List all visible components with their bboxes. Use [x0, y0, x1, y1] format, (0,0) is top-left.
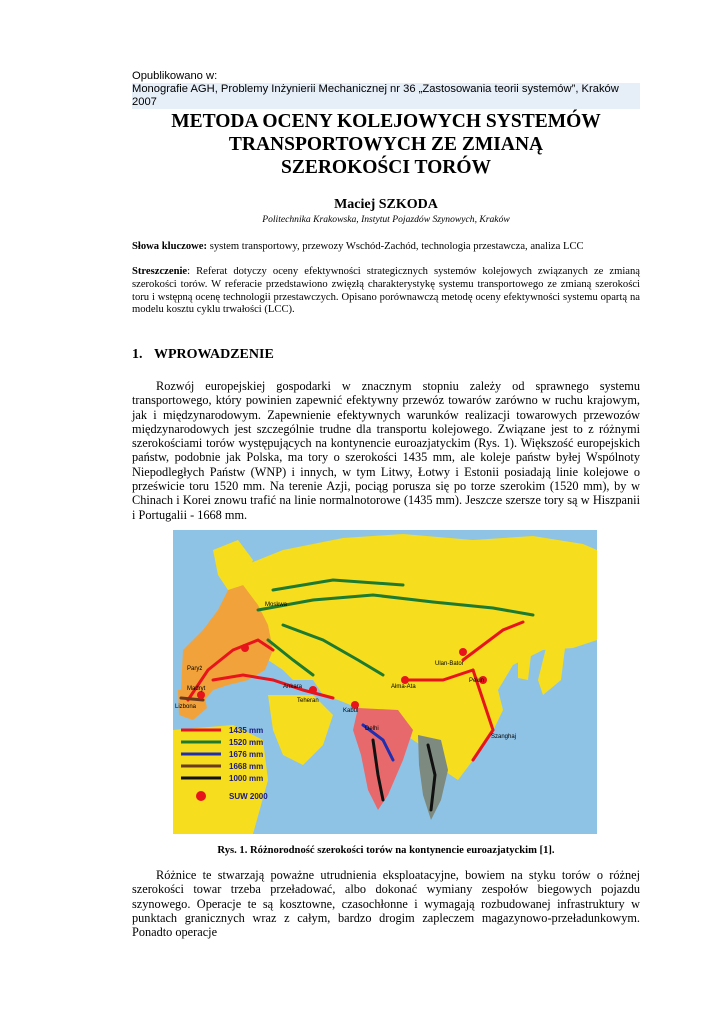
section-title: WPROWADZENIE — [154, 347, 274, 362]
keywords — [132, 240, 640, 253]
section-number: 1. — [132, 347, 143, 362]
publication-source: Monografie AGH, Problemy Inżynierii Mechanicznej nr 36 „Zastosowania teorii systemów”, Kraków 2007 — [132, 83, 640, 109]
intro-paragraph-1: Rozwój europejskiej gospodarki w znacznym stopniu zależy od sprawnego systemu transportowego, który powinien zapewnić efektywny przewóz towarów zarówno w ruchu krajowym, jak i międzynarodowym. Zapewnienie efektywnych warunków realizacji towarowych przewozów międzynarodowych jest szczególnie trudne dla transportu kolejowego. Związane jest to z różnymi szerokościami torów występujących na kontynencie euroazjatyckim (Rys. 1). Większość europejskich państw, podobnie jak Polska, ma tory o szerokości 1435 mm, ale koleje państw byłej Wspólnoty Niepodległych Państw (WNP) i innych, w tym Litwy, Łotwy i Estonii posiadają linie kolejowe o prześwicie toru 1520 mm. Na terenie Azji, pociąg porusza się po torze szerokim (1520 mm), by w Chinach i Korei znowu trafić na linie normalnotorowe (1435 mm). Jeszcze szersze tory są w Hiszpanii i Portugalii - 1668 mm. — [132, 379, 640, 522]
section-heading — [132, 347, 640, 363]
abstract-label: Streszczenie — [132, 266, 188, 277]
figure-caption: Rys. 1. Różnorodność szerokości torów na kontynencie euroazjatyckim [1]. — [217, 845, 555, 856]
title-line-3: SZEROKOŚCI TORÓW — [280, 157, 492, 178]
legend-label: 1668 mm — [229, 762, 264, 771]
city-label: Ankara — [283, 684, 303, 690]
title-line-1: METODA OCENY KOLEJOWYCH SYSTEMÓW — [171, 111, 601, 132]
suw-point — [459, 648, 467, 656]
city-label: Pekin — [469, 678, 485, 684]
publication-note — [132, 70, 640, 109]
city-label: Lizbona — [175, 704, 197, 710]
publication-label: Opublikowano w: — [132, 70, 218, 82]
legend-label: SUW 2000 — [229, 792, 268, 801]
abstract — [132, 266, 640, 317]
title-line-2: TRANSPORTOWYCH ZE ZMIANĄ — [228, 134, 544, 155]
city-label: Delhi — [365, 726, 379, 732]
legend-swatch — [196, 791, 206, 801]
city-label: Ałma-Ata — [391, 684, 416, 690]
suw-point — [401, 676, 409, 684]
city-label: Szanghaj — [491, 734, 517, 740]
author-name: Maciej SZKODA — [334, 197, 438, 212]
suw-point — [241, 644, 249, 652]
keywords-text: system transportowy, przewozy Wschód-Zachód, technologia przestawcza, analiza LCC — [207, 241, 584, 252]
city-label: Madryt — [187, 686, 206, 692]
city-label: Ulan-Bator — [435, 661, 464, 667]
legend-label: 1520 mm — [229, 738, 264, 747]
author-affiliation: Politechnika Krakowska, Instytut Pojazdów Szynowych, Kraków — [262, 214, 510, 225]
city-label: Teheran — [297, 698, 319, 704]
city-label: Kabul — [343, 708, 359, 714]
legend-label: 1435 mm — [229, 726, 264, 735]
city-label: Paryż — [187, 666, 203, 672]
city-label: Moskwa — [265, 602, 288, 608]
intro-paragraph-2: Różnice te stwarzają poważne utrudnienia eksploatacyjne, bowiem na styku torów o różnej szerokości towar trzeba przeładować, albo dokonać wymiany zespołów biegowych pojazdu szynowego. Operacje te są kosztowne, czasochłonne i wymagają rozbudowanej infrastruktury w punktach granicznych wraz z całym, bardzo drogim zapleczem magazynowo-przeładunkowym. Ponadto operacje — [132, 868, 640, 940]
suw-point — [309, 686, 317, 694]
legend-label: 1000 mm — [229, 774, 264, 783]
keywords-label: Słowa kluczowe: — [132, 241, 208, 252]
railway-gauge-map — [173, 530, 597, 834]
abstract-text: : Referat dotyczy oceny efektywności strategicznych systemów kolejowych związanych ze zmianą szerokości torów. W referacie przedstawiono zwięzłą charakterystykę systemu transportowego ze zmianą szerokości toru i wstępną ocenę technologii przestawczych. Opisano porównawczą metodę oceny efektywności systemu opartą na modelu kosztu cyklu trwałości (LCC). — [132, 266, 640, 316]
paper-title — [132, 110, 640, 179]
suw-point — [197, 691, 205, 699]
legend-label: 1676 mm — [229, 750, 264, 759]
